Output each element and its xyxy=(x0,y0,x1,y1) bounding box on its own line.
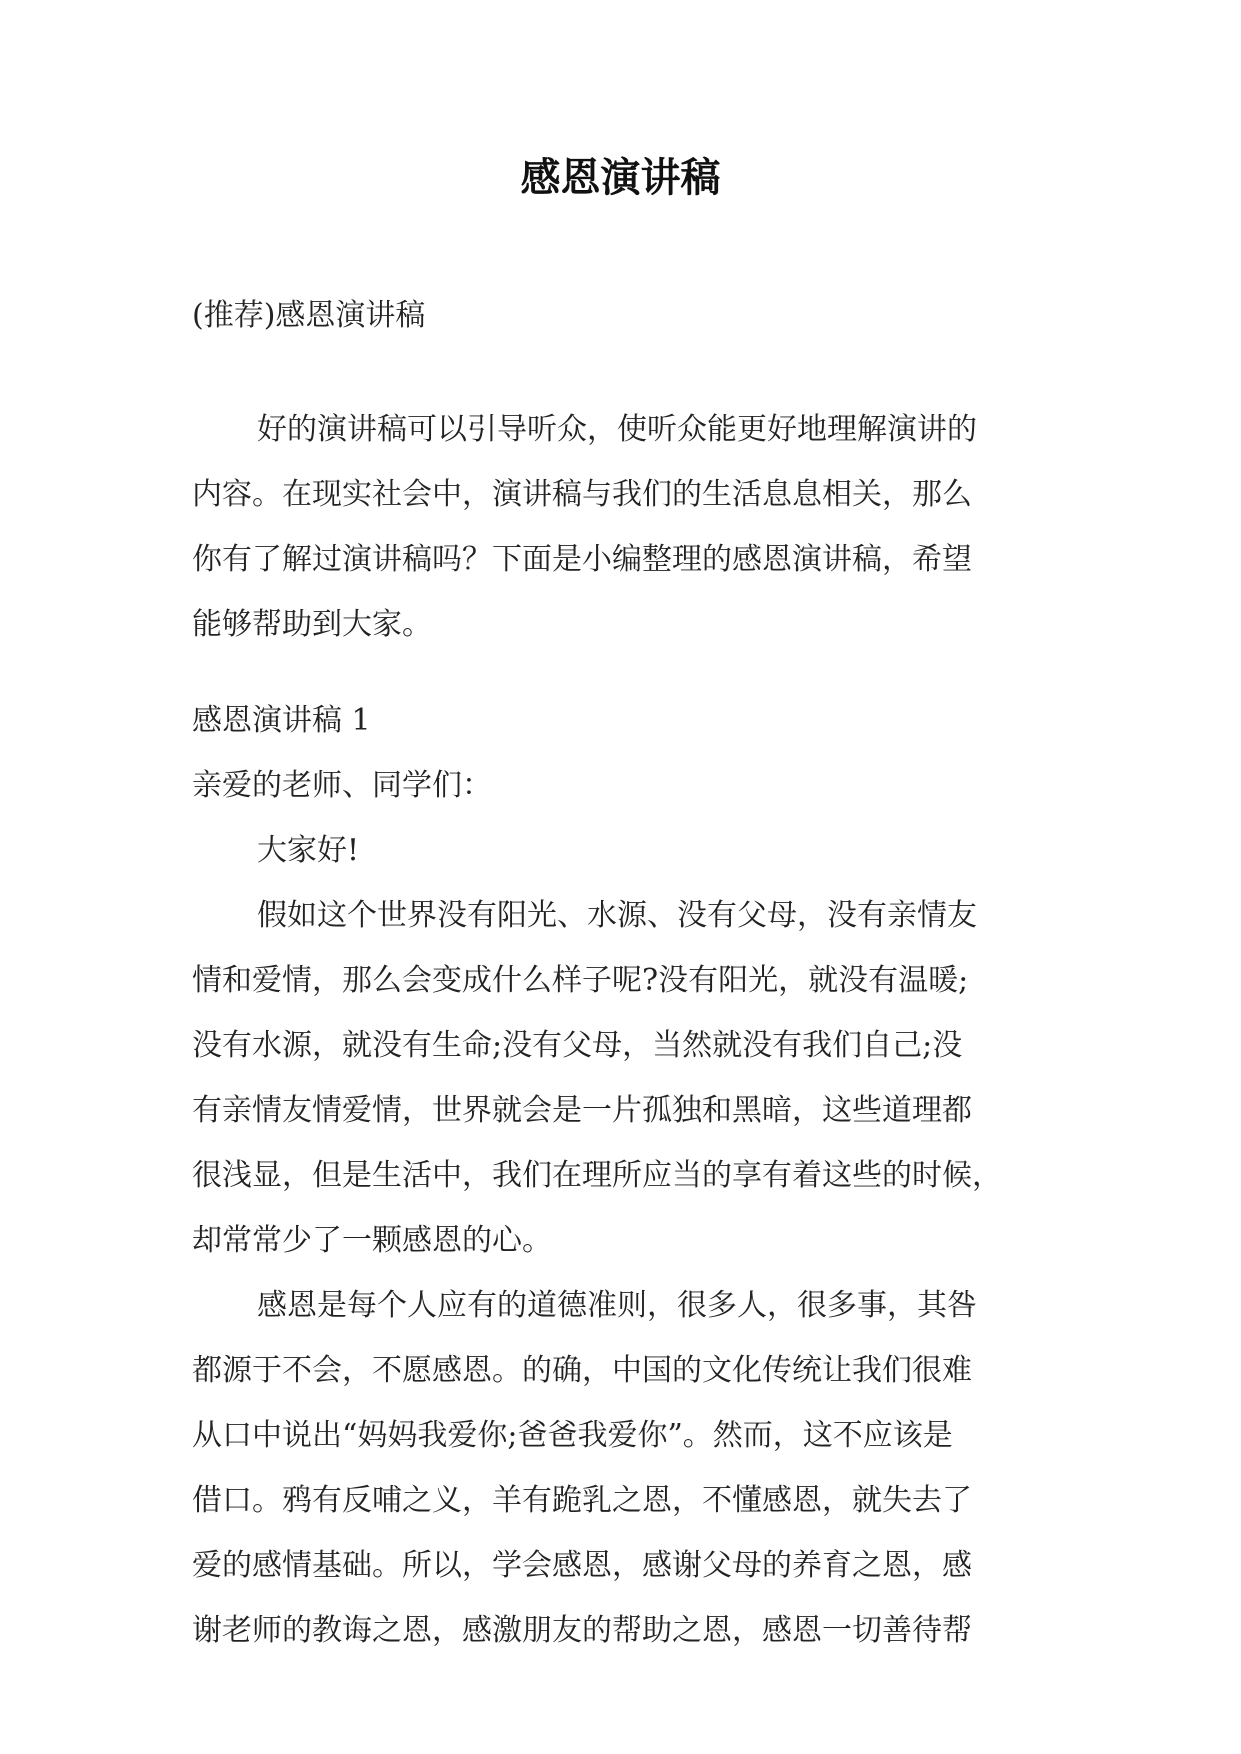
intro-line: 你有了解过演讲稿吗？下面是小编整理的感恩演讲稿，希望 xyxy=(192,542,972,577)
intro-line: 内容。在现实社会中，演讲稿与我们的生活息息相关，那么 xyxy=(192,477,972,512)
paragraph-line: 从口中说出“妈妈我爱你;爸爸我爱你”。然而，这不应该是 xyxy=(192,1418,953,1453)
paragraph-line: 却常常少了一颗感恩的心。 xyxy=(192,1223,552,1258)
paragraph-line: 没有水源，就没有生命;没有父母，当然就没有我们自己;没 xyxy=(192,1028,963,1063)
paragraph-line: 情和爱情，那么会变成什么样子呢?没有阳光，就没有温暖; xyxy=(192,963,969,998)
paragraph-line: 假如这个世界没有阳光、水源、没有父母，没有亲情友 xyxy=(257,898,977,933)
greeting: 大家好! xyxy=(257,833,360,868)
paragraph-line: 爱的感情基础。所以，学会感恩，感谢父母的养育之恩，感 xyxy=(192,1548,972,1583)
paragraph-line: 借口。鸦有反哺之义，羊有跪乳之恩，不懂感恩，就失去了 xyxy=(192,1483,972,1518)
intro-paragraph xyxy=(192,397,1052,657)
subtitle-text: (推荐)感恩演讲稿 xyxy=(192,298,426,333)
paragraph-line: 很浅显，但是生活中，我们在理所应当的享有着这些的时候， xyxy=(192,1158,1002,1193)
intro-line: 好的演讲稿可以引导听众，使听众能更好地理解演讲的 xyxy=(257,412,977,447)
document-subtitle xyxy=(192,283,1052,348)
speech-section xyxy=(192,688,1052,1663)
intro-line: 能够帮助到大家。 xyxy=(192,607,432,642)
section-heading: 感恩演讲稿 1 xyxy=(192,703,371,738)
paragraph-line: 谢老师的教诲之恩，感激朋友的帮助之恩，感恩一切善待帮 xyxy=(192,1613,972,1648)
paragraph-line: 有亲情友情爱情，世界就会是一片孤独和黑暗，这些道理都 xyxy=(192,1093,972,1128)
paragraph-line: 都源于不会，不愿感恩。的确，中国的文化传统让我们很难 xyxy=(192,1353,972,1388)
salutation: 亲爱的老师、同学们： xyxy=(192,768,492,803)
document-title: 感恩演讲稿 xyxy=(520,155,721,201)
paragraph-line: 感恩是每个人应有的道德准则，很多人，很多事，其咎 xyxy=(257,1288,977,1323)
